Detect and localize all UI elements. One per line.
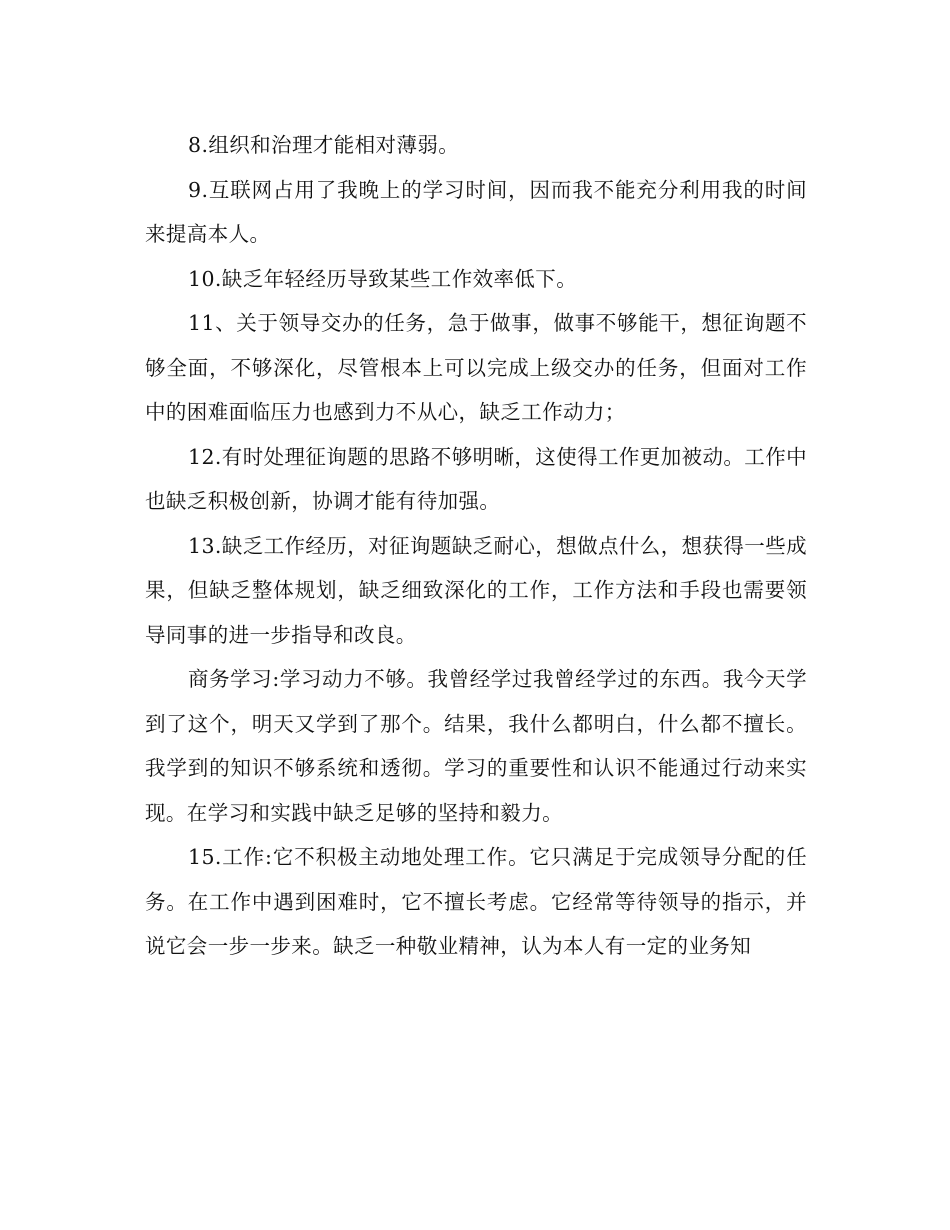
paragraph-9: 9.互联网占用了我晚上的学习时间，因而我不能充分利用我的时间来提高本人。 [145, 177, 807, 246]
document-body [145, 123, 807, 969]
paragraph-15: 15.工作:它不积极主动地处理工作。它只满足于完成领导分配的任务。在工作中遇到困难时，它不擅长考虑。它经常等待领导的指示，并说它会一步一步来。缺乏一种敬业精神，认为本人有一定的业务知 [145, 845, 807, 958]
paragraph-13: 13.缺乏工作经历，对征询题缺乏耐心，想做点什么，想获得一些成果，但缺乏整体规划，缺乏细致深化的工作，工作方法和手段也需要领导同事的进一步指导和改良。 [145, 533, 807, 647]
paragraph-business-study: 商务学习:学习动力不够。我曾经学过我曾经学过的东西。我今天学到了这个，明天又学到了那个。结果，我什么都明白，什么都不擅长。我学到的知识不够系统和透彻。学习的重要性和认识不能通过行动来实现。在学习和实践中缺乏足够的坚持和毅力。 [145, 667, 807, 825]
paragraph-12: 12.有时处理征询题的思路不够明晰，这使得工作更加被动。工作中也缺乏积极创新，协调才能有待加强。 [145, 444, 807, 513]
paragraph-11: 11、关于领导交办的任务，急于做事，做事不够能干，想征询题不够全面，不够深化，尽管根本上可以完成上级交办的任务，但面对工作中的困难面临压力也感到力不从心，缺乏工作动力； [145, 311, 807, 424]
paragraph-10: 10.缺乏年轻经历导致某些工作效率低下。 [188, 266, 578, 291]
paragraph-8: 8.组织和治理才能相对薄弱。 [188, 133, 460, 157]
